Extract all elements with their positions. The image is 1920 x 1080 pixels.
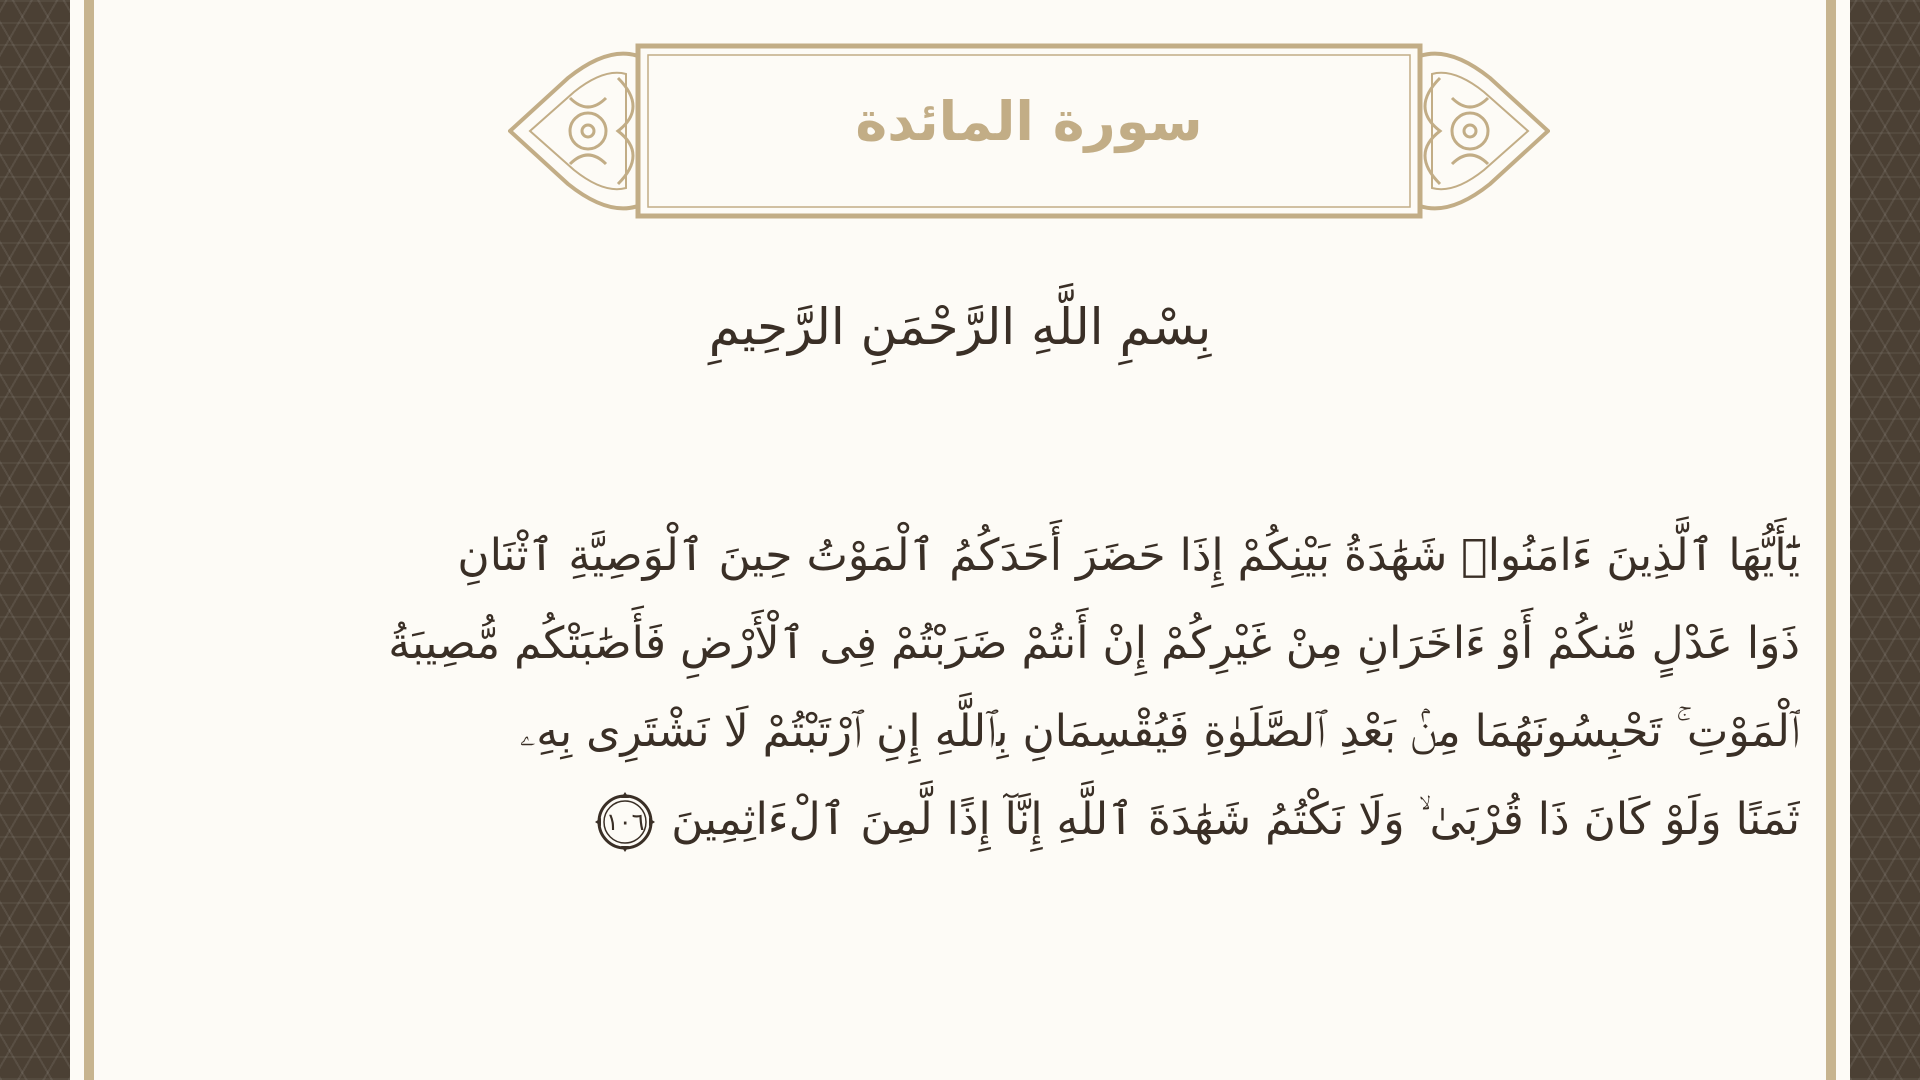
surah-header-frame — [508, 38, 1550, 224]
left-gold-rule — [84, 0, 94, 1080]
verse-line-4-text: ثَمَنًا وَلَوْ كَانَ ذَا قُرْبَىٰ ۙ وَلَا نَكْتُمُ شَهَٰدَةَ ٱللَّهِ إِنَّآ إِذًا لَّمِنَ ٱلْءَاثِمِينَ — [671, 794, 1800, 845]
verse-line-1: يَٰٓأَيُّهَا ٱلَّذِينَ ءَامَنُوا۟ شَهَٰدَةُ بَيْنِكُمْ إِذَا حَضَرَ أَحَدَكُمُ ٱلْمَوْتُ حِينَ ٱلْوَصِيَّةِ ٱثْنَانِ — [457, 530, 1800, 581]
mushaf-page — [70, 0, 1850, 1080]
verse-number: ١٠٦ — [605, 808, 645, 836]
surah-title: سورة المائدة — [855, 90, 1203, 153]
verse-line-2: ذَوَا عَدْلٍ مِّنكُمْ أَوْ ءَاخَرَانِ مِنْ غَيْرِكُمْ إِنْ أَنتُمْ ضَرَبْتُمْ فِى ٱلْأَرْضِ فَأَصَٰبَتْكُم مُّصِيبَةُ — [388, 618, 1800, 669]
verse-line-3: ٱلْمَوْتِ ۚ تَحْبِسُونَهُمَا مِنۢ بَعْدِ ٱلصَّلَوٰةِ فَيُقْسِمَانِ بِٱللَّهِ إِنِ ٱرْتَبْتُمْ لَا نَشْتَرِى بِهِۦ — [519, 706, 1800, 757]
right-border-pattern — [1850, 0, 1920, 1080]
basmala: بِسْمِ اللَّهِ الرَّحْمَنِ الرَّحِيمِ — [708, 298, 1212, 356]
verse-block — [120, 512, 1800, 864]
right-gold-rule — [1826, 0, 1836, 1080]
verse-line-4 — [120, 776, 1800, 864]
left-border-pattern — [0, 0, 70, 1080]
verse-number-marker — [593, 790, 657, 854]
